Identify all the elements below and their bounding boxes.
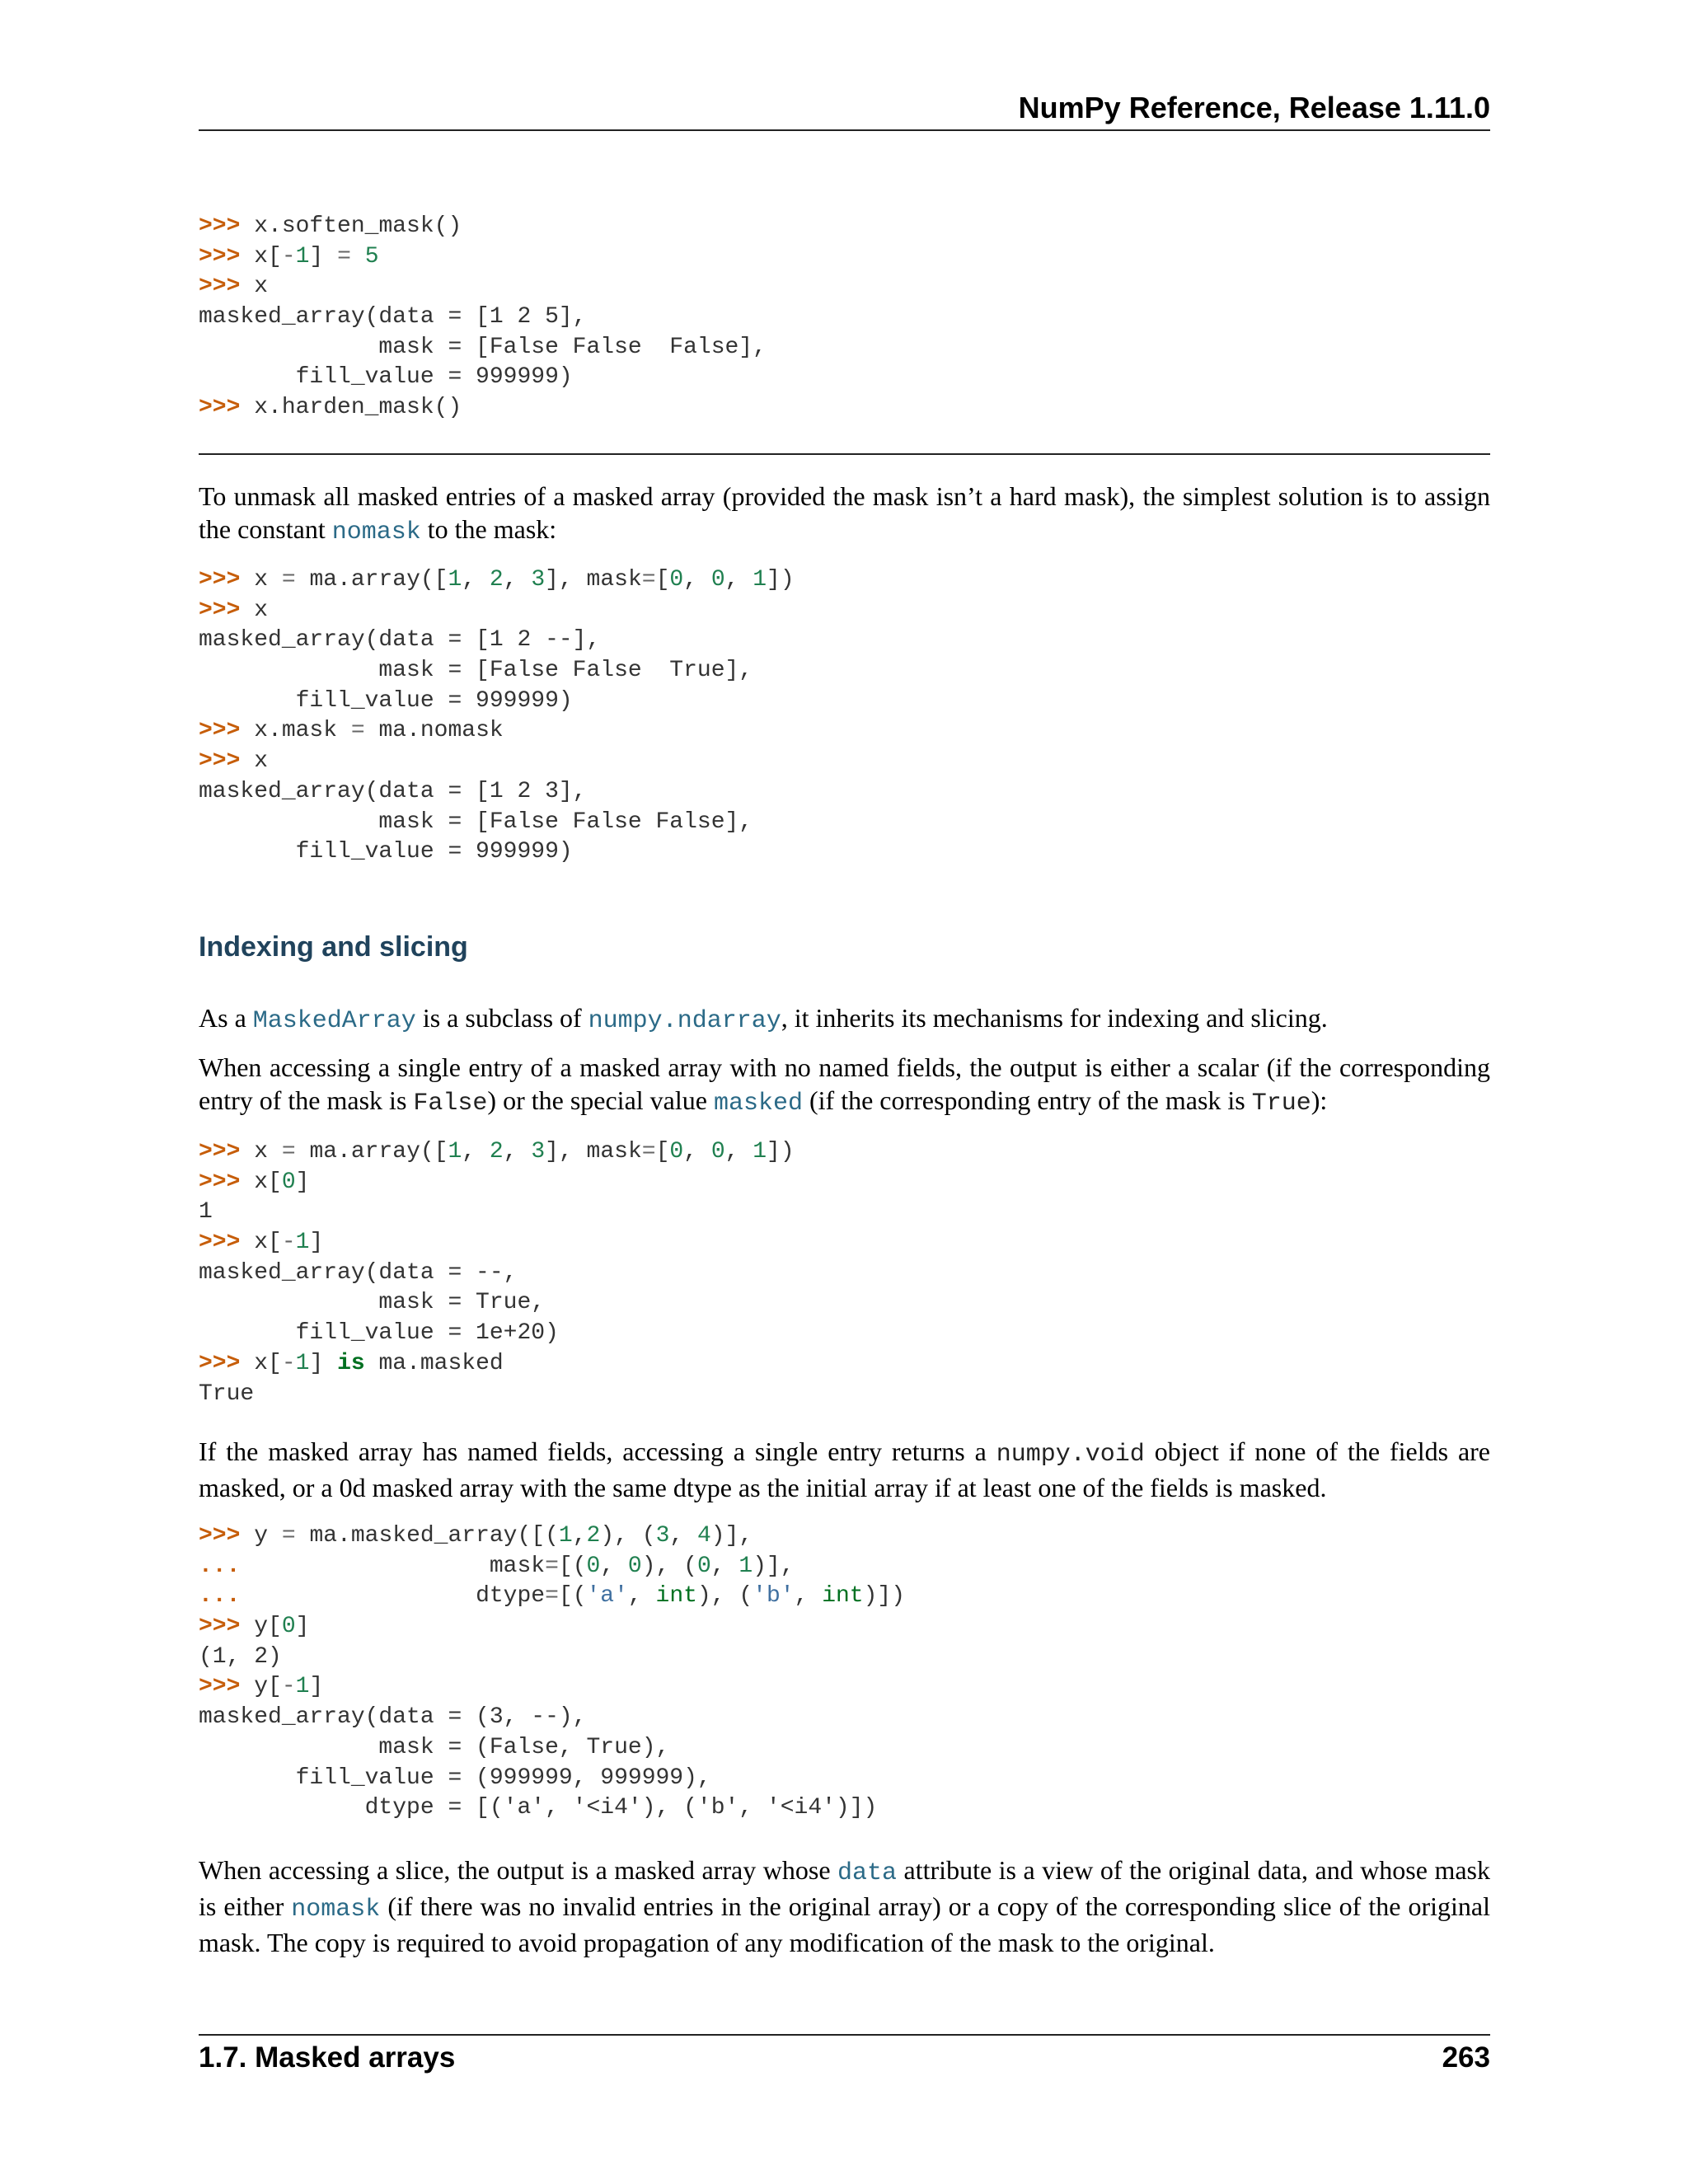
code-token: -	[281, 1230, 296, 1256]
code-line	[199, 1168, 795, 1198]
code-line	[199, 302, 767, 333]
code-token: y[	[254, 1614, 282, 1640]
code-token: [(	[558, 1553, 587, 1579]
code-token: masked_array(data = (3, --),	[199, 1704, 587, 1731]
code-token: 0	[710, 1139, 725, 1165]
code-token: ma.nomask	[364, 718, 504, 744]
code-block-single-entry	[199, 1137, 795, 1409]
code-token: x	[254, 1139, 282, 1165]
code-line	[199, 1764, 905, 1794]
code-token: ,	[462, 1139, 490, 1165]
code-token: ,	[683, 1139, 711, 1165]
code-line	[199, 1228, 795, 1258]
prompt-token: >>>	[199, 213, 255, 239]
code-token: 5	[364, 243, 379, 269]
code-token: ,	[683, 567, 711, 593]
text: attribute is a view of the original data, and whose mask is either	[199, 1855, 1490, 1921]
code-line	[199, 777, 795, 808]
code-token: int	[655, 1583, 697, 1610]
code-token: ]	[295, 1614, 310, 1640]
code-token: ])	[767, 1139, 795, 1165]
code-token: 0	[669, 567, 684, 593]
code-token: x	[254, 748, 269, 775]
code-line	[199, 1521, 905, 1552]
code-token: x[	[254, 1169, 282, 1195]
prompt-token: >>>	[199, 597, 255, 623]
code-token: ), (	[696, 1583, 753, 1610]
code-token: =	[281, 1139, 296, 1165]
code-token: ,	[724, 1139, 753, 1165]
code-token: ]	[295, 1169, 310, 1195]
text: to the mask:	[420, 514, 557, 544]
code-token: 1	[295, 1350, 310, 1376]
code-token: ,	[627, 1583, 656, 1610]
code-line	[199, 1612, 905, 1643]
code-token: 3	[531, 567, 546, 593]
code-token: )])	[863, 1583, 906, 1610]
code-token: x.mask	[254, 718, 351, 744]
paragraph-unmask	[199, 480, 1490, 549]
code-token: 1	[448, 1139, 462, 1165]
code-line	[199, 272, 767, 302]
code-line	[199, 1582, 905, 1612]
code-line	[199, 242, 767, 273]
text: When accessing a slice, the output is a masked array whose	[199, 1855, 838, 1885]
code-token: 0	[281, 1169, 296, 1195]
code-line	[199, 747, 795, 777]
header-rule	[199, 129, 1490, 131]
code-token: mask = [False False True],	[199, 658, 753, 684]
page-number: 263	[1442, 2041, 1490, 2074]
code-token: )],	[710, 1523, 753, 1549]
code-token: ,	[462, 567, 490, 593]
text: ) or the special value	[487, 1085, 714, 1115]
code-token: True	[199, 1380, 255, 1407]
text: , it inherits its mechanisms for indexing and slicing.	[781, 1003, 1328, 1033]
prompt-token: >>>	[199, 1230, 255, 1256]
text: If the masked array has named fields, accessing a single entry returns a	[199, 1436, 996, 1466]
code-token: ), (	[600, 1523, 656, 1549]
code-token: masked_array(data = --,	[199, 1259, 518, 1286]
code-token: =	[281, 567, 296, 593]
prompt-token: >>>	[199, 718, 255, 744]
code-line	[199, 1319, 795, 1349]
code-token: [	[655, 567, 670, 593]
code-token: (1, 2)	[199, 1643, 282, 1670]
code-token: masked_array(data = [1 2 --],	[199, 627, 601, 654]
code-line	[199, 1288, 795, 1319]
code-token: x.soften_mask()	[254, 213, 462, 239]
code-token: y[	[254, 1674, 282, 1700]
prompt-token: >>>	[199, 1139, 255, 1165]
code-line	[199, 716, 795, 747]
code-token: ma.array([	[295, 567, 448, 593]
prompt-token: >>>	[199, 274, 255, 300]
code-line	[199, 1733, 905, 1764]
nomask-link[interactable]: nomask	[291, 1896, 381, 1924]
code-token: 0	[281, 1614, 296, 1640]
prompt-token: >>>	[199, 1350, 255, 1376]
paragraph-subclass	[199, 1001, 1490, 1038]
footer-rule	[199, 2034, 1490, 2036]
nomask-link[interactable]: nomask	[331, 518, 421, 546]
code-token: 2	[489, 1139, 504, 1165]
code-token: =	[545, 1583, 559, 1610]
code-line	[199, 363, 767, 393]
code-token: x[	[254, 1350, 282, 1376]
code-token: ]	[309, 1674, 324, 1700]
code-token: dtype	[254, 1583, 546, 1610]
code-token: x.harden_mask()	[254, 395, 462, 421]
code-token: 4	[696, 1523, 711, 1549]
code-line	[199, 1793, 905, 1824]
prompt-token: >>>	[199, 1614, 255, 1640]
code-token: ,	[572, 1523, 587, 1549]
text: ):	[1311, 1085, 1328, 1115]
code-token: 3	[531, 1139, 546, 1165]
code-token	[351, 244, 365, 269]
code-token: 1	[558, 1523, 573, 1549]
code-token: is	[337, 1350, 365, 1376]
code-token: x	[254, 567, 282, 593]
code-token: fill_value = 1e+20)	[199, 1320, 559, 1347]
prompt-token: >>>	[199, 567, 255, 593]
code-token: ,	[600, 1553, 628, 1579]
code-token: =	[641, 567, 656, 593]
code-token: 0	[696, 1553, 711, 1579]
code-token: mask = [False False False],	[199, 334, 767, 360]
code-token: ]	[309, 1350, 338, 1376]
code-line	[199, 596, 795, 626]
code-token: 1	[753, 567, 767, 593]
prompt-token: ...	[199, 1553, 255, 1579]
false-literal: False	[413, 1090, 488, 1118]
code-token: ma.masked_array([(	[295, 1523, 559, 1549]
code-token: 2	[489, 567, 504, 593]
code-token: 1	[199, 1199, 213, 1226]
code-token: 1	[448, 567, 462, 593]
code-token: dtype = [('a', '<i4'), ('b', '<i4')])	[199, 1795, 878, 1821]
code-line	[199, 333, 767, 363]
code-line	[199, 1349, 795, 1380]
code-line	[199, 837, 795, 868]
code-token: x	[254, 597, 269, 623]
code-token: ,	[794, 1583, 823, 1610]
code-token: [	[655, 1139, 670, 1165]
code-token: x[	[254, 243, 282, 269]
code-token: =	[281, 1523, 296, 1549]
code-token: ,	[710, 1553, 739, 1579]
code-token: fill_value = (999999, 999999),	[199, 1765, 711, 1791]
code-token: -	[281, 243, 296, 269]
code-line	[199, 565, 795, 596]
code-line	[199, 808, 795, 838]
code-token: 'a'	[586, 1583, 628, 1610]
code-block-soften-mask	[199, 212, 767, 424]
text: To unmask all masked entries of a masked array (provided the mask isn’t a hard mask), the simplest solution is to assign the constant	[199, 481, 1490, 544]
code-token: -	[281, 1350, 296, 1376]
ndarray-link[interactable]: numpy.ndarray	[588, 1007, 781, 1035]
code-token: fill_value = 999999)	[199, 364, 573, 391]
code-line	[199, 393, 767, 424]
code-token: mask = True,	[199, 1290, 546, 1316]
code-block-named-fields	[199, 1521, 905, 1824]
paragraph-named-fields	[199, 1435, 1490, 1504]
code-token: 'b'	[753, 1583, 795, 1610]
code-token: int	[822, 1583, 864, 1610]
code-block-nomask	[199, 565, 795, 868]
code-token: -	[281, 1674, 296, 1700]
code-token: mask = [False False False],	[199, 808, 753, 835]
code-line	[199, 656, 795, 687]
text: (if there was no invalid entries in the original array) or a copy of the corresponding slice of the original mask. The copy is required to avoid propagation of any modification of the mask to the original.	[199, 1891, 1491, 1957]
masked-link[interactable]: masked	[713, 1090, 803, 1118]
code-token: 1	[295, 1674, 310, 1700]
code-token: 0	[627, 1553, 642, 1579]
code-token: masked_array(data = [1 2 5],	[199, 304, 587, 330]
prompt-token: >>>	[199, 395, 255, 421]
text: As a	[199, 1003, 253, 1033]
text: When accessing a single entry of a masked array with no named fields, the output is either a scalar (if the corresponding entry of the mask is	[199, 1052, 1490, 1115]
text: (if the corresponding entry of the mask is	[802, 1085, 1252, 1115]
code-token: mask = (False, True),	[199, 1734, 670, 1760]
maskedarray-link[interactable]: MaskedArray	[252, 1007, 416, 1035]
code-token: x	[254, 274, 269, 300]
prompt-token: >>>	[199, 1169, 255, 1195]
code-token: x[	[254, 1230, 282, 1256]
code-line	[199, 1258, 795, 1289]
code-token: masked_array(data = [1 2 3],	[199, 778, 587, 804]
code-token: 1	[738, 1553, 753, 1579]
code-token: 1	[753, 1139, 767, 1165]
code-token: 0	[710, 567, 725, 593]
code-token: 1	[295, 1230, 310, 1256]
text: object if none of the fields are masked, or a 0d masked array with the same dtype as the initial array if at least one of the fields is masked.	[199, 1436, 1491, 1502]
prompt-token: >>>	[199, 1674, 255, 1700]
paragraph-slice	[199, 1854, 1490, 1959]
code-token: =	[641, 1139, 656, 1165]
prompt-token: >>>	[199, 748, 255, 775]
true-literal: True	[1251, 1090, 1311, 1118]
code-token: fill_value = 999999)	[199, 839, 573, 865]
text: is a subclass of	[415, 1003, 588, 1033]
code-token: ,	[724, 567, 753, 593]
code-line	[199, 1643, 905, 1673]
code-token: ,	[669, 1523, 697, 1549]
code-token: ]	[309, 243, 338, 269]
code-token: =	[545, 1553, 559, 1579]
code-token: 1	[295, 243, 310, 269]
data-link[interactable]: data	[837, 1859, 898, 1887]
running-header-title: NumPy Reference, Release 1.11.0	[1018, 91, 1490, 124]
code-token: ma.masked	[364, 1350, 504, 1376]
code-line	[199, 687, 795, 717]
code-token: ), (	[641, 1553, 697, 1579]
code-token: ma.array([	[295, 1139, 448, 1165]
code-line	[199, 1552, 905, 1582]
code-line	[199, 626, 795, 656]
code-token: 0	[669, 1139, 684, 1165]
code-token: fill_value = 999999)	[199, 687, 573, 714]
section-divider	[199, 453, 1490, 455]
code-line	[199, 212, 767, 242]
code-token: 2	[586, 1523, 601, 1549]
code-token: =	[350, 718, 365, 744]
code-token: =	[337, 243, 351, 269]
code-token: ], mask	[545, 1139, 642, 1165]
code-token: ,	[503, 567, 532, 593]
paragraph-single-entry	[199, 1051, 1490, 1120]
code-token: ])	[767, 567, 795, 593]
code-line	[199, 1137, 795, 1168]
prompt-token: ...	[199, 1583, 255, 1610]
code-line	[199, 1672, 905, 1703]
footer-section-title: 1.7. Masked arrays	[199, 2041, 456, 2074]
prompt-token: >>>	[199, 243, 255, 269]
code-line	[199, 1380, 795, 1410]
code-token: 0	[586, 1553, 601, 1579]
code-line	[199, 1703, 905, 1733]
code-token: )],	[753, 1553, 795, 1579]
code-token: ,	[503, 1139, 532, 1165]
code-token: ]	[309, 1230, 324, 1256]
code-token: ], mask	[545, 567, 642, 593]
code-token: [(	[558, 1583, 587, 1610]
code-line	[199, 1197, 795, 1228]
code-token: 3	[655, 1523, 670, 1549]
numpy-void-literal: numpy.void	[996, 1441, 1145, 1469]
code-token: mask	[254, 1553, 546, 1579]
code-token: y	[254, 1523, 282, 1549]
section-heading: Indexing and slicing	[199, 931, 468, 963]
prompt-token: >>>	[199, 1523, 255, 1549]
